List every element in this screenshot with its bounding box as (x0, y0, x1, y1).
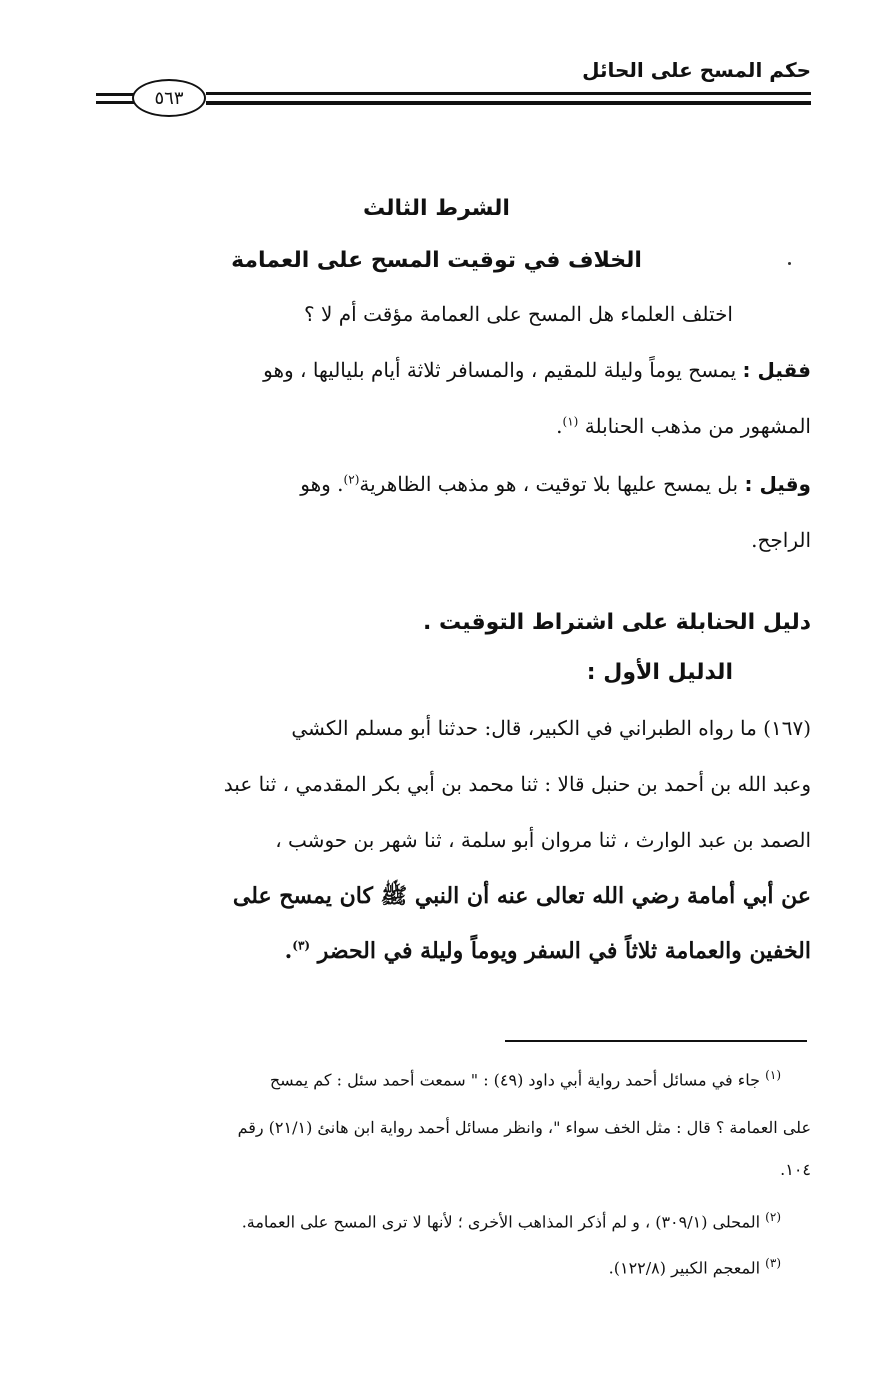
header-rule-top (206, 92, 811, 95)
footnote-1-text1: جاء في مسائل أحمد رواية أبي داود (٤٩) : " سمعت أحمد سئل : كم يمسح (269, 1070, 761, 1090)
footnote-1-line1 (270, 1068, 781, 1089)
header-rule-left-bottom (96, 101, 134, 104)
opinion2-label: وقيل : (744, 472, 811, 496)
footnote-2 (242, 1210, 781, 1231)
footnote-separator (505, 1040, 807, 1042)
opinion2-line1 (300, 472, 811, 496)
footnote-1-mark: (١) (765, 1068, 781, 1082)
header-rule-bottom (206, 101, 811, 105)
opinion1-text2: المشهور من مذهب الحنابلة (584, 414, 811, 438)
page-number (132, 79, 206, 117)
section-title: الشرط الثالث (363, 196, 510, 221)
running-title: حكم المسح على الحائل (582, 58, 811, 82)
isnad-line3: الصمد بن عبد الوارث ، ثنا مروان أبو سلمة ، ثنا شهر بن حوشب ، (275, 828, 811, 852)
opinion1-label: فقيل : (742, 358, 811, 382)
hadith-line1: عن أبي أمامة رضي الله تعالى عنه أن النبي ﷺ كان يمسح على (232, 883, 811, 909)
footnote-3-text: المعجم الكبير (١٢٢/٨). (608, 1258, 761, 1278)
footnote-3 (609, 1256, 781, 1277)
isnad-line2: وعبد الله بن أحمد بن حنبل قالا : ثنا محمد بن أبي بكر المقدمي ، ثنا عبد (223, 772, 811, 796)
footnote-ref-3[interactable]: (٣) (292, 938, 311, 953)
opinion2-line2: الراجح. (751, 528, 811, 552)
opinion1-line2: المشهور من مذهب الحنابلة $^{(١)}$. (556, 414, 811, 438)
opinion2-text1-end: . وهو (300, 472, 344, 496)
hadith-text2: الخفين والعمامة ثلاثاً في السفر ويوماً وليلة في الحضر (317, 938, 811, 964)
footnote-1-line2: على العمامة ؟ قال : مثل الخف سواء "، وانظر مسائل أحمد رواية ابن هانئ (٢١/١) رقم (237, 1118, 811, 1137)
footnote-ref-2[interactable]: (٢) (343, 472, 360, 487)
footnote-ref-1[interactable]: (١) (562, 414, 579, 429)
footnote-3-mark: (٣) (765, 1256, 781, 1270)
intro-line: اختلف العلماء هل المسح على العمامة مؤقت أم لا ؟ (304, 302, 733, 326)
section-subtitle: الخلاف في توقيت المسح على العمامة (231, 248, 642, 273)
opinion2-text1: بل يمسح عليها بلا توقيت ، هو مذهب الظاهرية (359, 472, 739, 496)
header-rule-left-top (96, 93, 134, 96)
page-number-text: ٥٦٣ (154, 87, 184, 109)
opinion1-text1: يمسح يوماً وليلة للمقيم ، والمسافر ثلاثة أيام بلياليها ، وهو (263, 358, 737, 382)
opinion1-line1 (263, 358, 811, 382)
hadith-line2: الخفين والعمامة ثلاثاً في السفر ويوماً وليلة في الحضر $^{(٣)}$. (284, 938, 811, 964)
isnad-line1: (١٦٧) ما رواه الطبراني في الكبير، قال: حدثنا أبو مسلم الكشي (291, 716, 811, 740)
first-evidence-heading: الدليل الأول : (586, 660, 733, 685)
footnote-2-mark: (٢) (765, 1210, 781, 1224)
evidence-heading: دليل الحنابلة على اشتراط التوقيت . (422, 610, 811, 635)
footnote-2-text: المحلى (٣٠٩/١) ، و لم أذكر المذاهب الأخرى ؛ لأنها لا ترى المسح على العمامة. (241, 1212, 761, 1232)
footnote-1-line3: ١٠٤. (780, 1160, 811, 1179)
